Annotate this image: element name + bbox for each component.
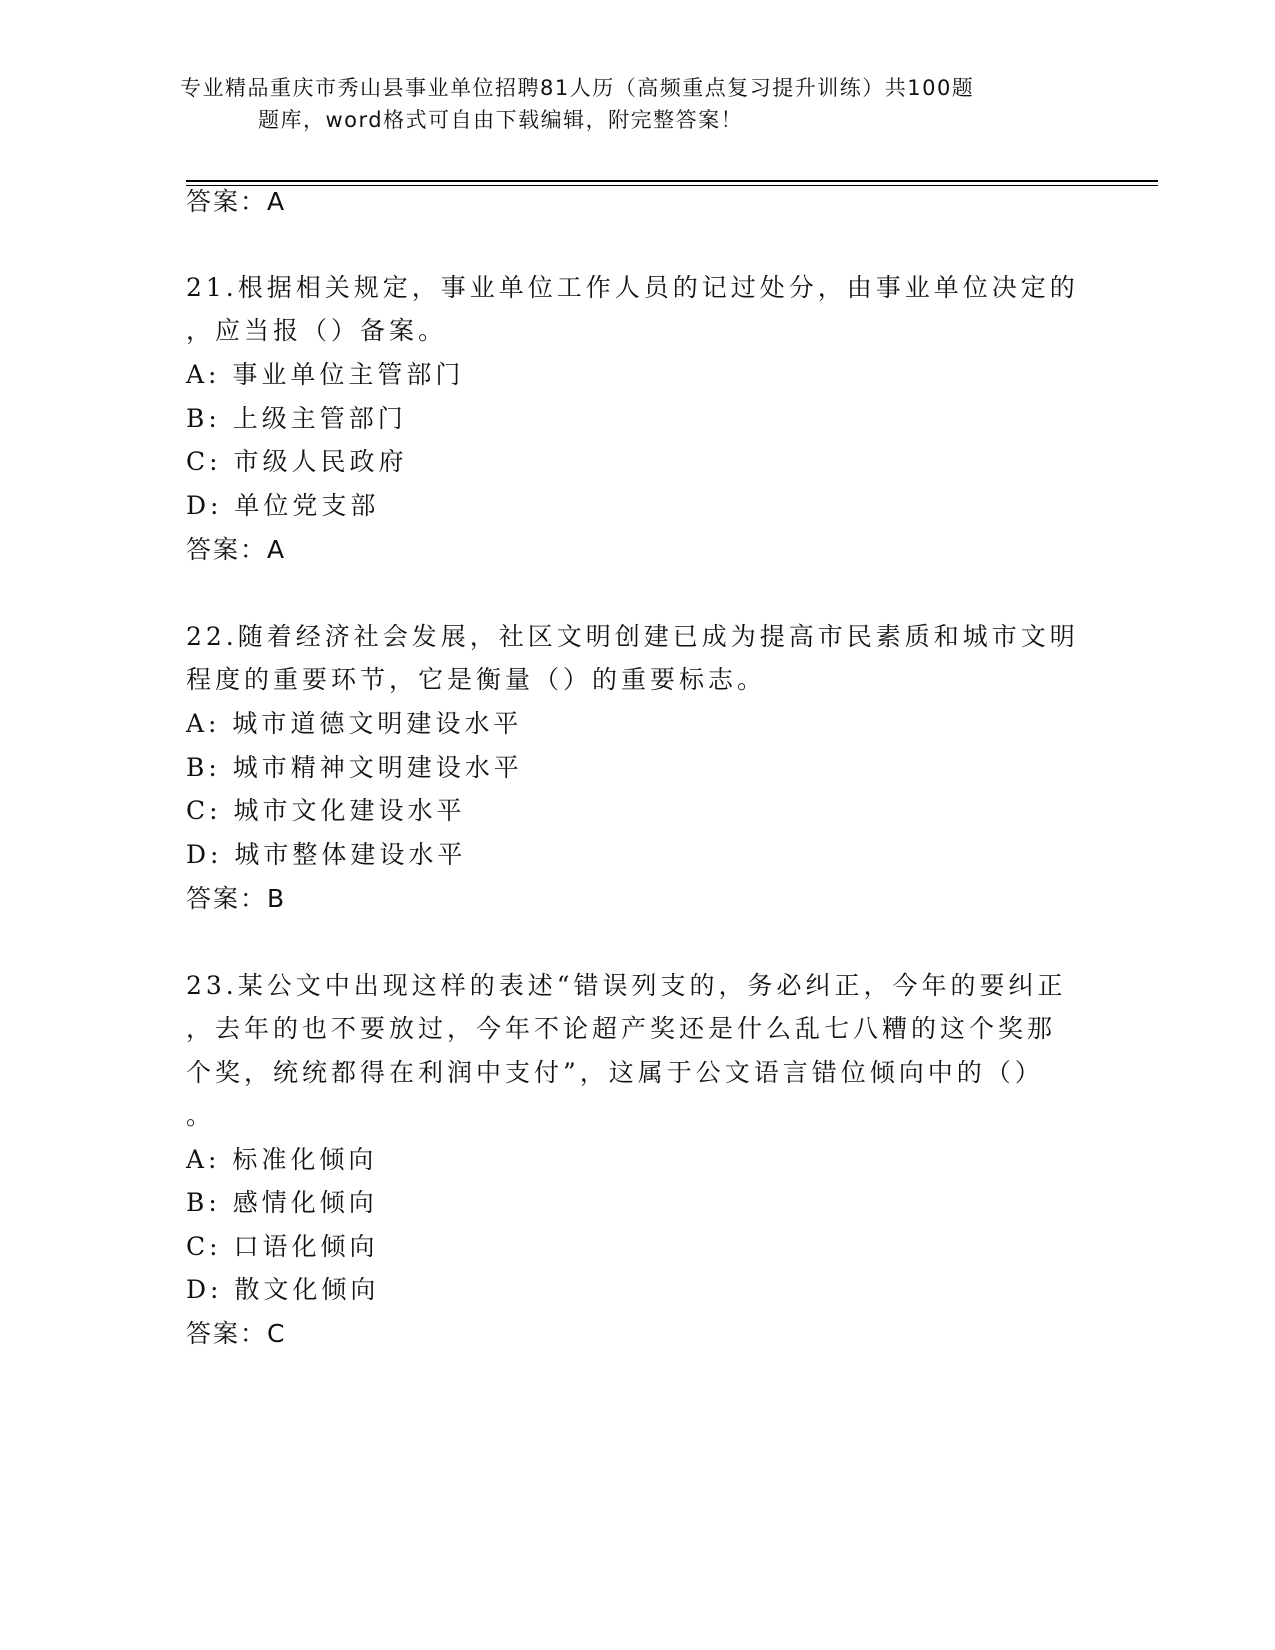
question-23-stem-line-2: ，去年的也不要放过，今年不论超产奖还是什么乱七八糟的这个奖那 xyxy=(186,1014,1057,1043)
question-22-answer: 答案：B xyxy=(186,884,287,913)
header-title-line-2: 题库，word格式可自由下载编辑，附完整答案！ xyxy=(258,108,744,132)
question-23-stem-line-4: 。 xyxy=(186,1101,216,1130)
question-23-option-a: A: 标准化倾向 xyxy=(186,1145,378,1174)
header-title-line-1: 专业精品重庆市秀山县事业单位招聘81人历（高频重点复习提升训练）共100题 xyxy=(180,76,975,100)
question-22-stem-line-2: 程度的重要环节，它是衡量（）的重要标志。 xyxy=(186,665,767,694)
header-divider-thick xyxy=(186,180,1158,182)
question-22-option-b: B: 城市精神文明建设水平 xyxy=(186,753,523,782)
question-21-option-b: B: 上级主管部门 xyxy=(186,404,407,433)
question-23-answer: 答案：C xyxy=(186,1319,287,1348)
question-22-stem-line-1: 22.随着经济社会发展，社区文明创建已成为提高市民素质和城市文明 xyxy=(186,622,1079,651)
question-23-stem-line-1: 23.某公文中出现这样的表述“错误列支的，务必纠正，今年的要纠正 xyxy=(186,971,1067,1000)
previous-answer: 答案：A xyxy=(186,187,287,216)
question-21-answer: 答案：A xyxy=(186,535,287,564)
question-21-option-d: D: 单位党支部 xyxy=(186,491,380,520)
document-header xyxy=(180,72,1060,136)
question-21-stem-line-1: 21.根据相关规定，事业单位工作人员的记过处分，由事业单位决定的 xyxy=(186,273,1079,302)
header-divider-thin xyxy=(186,185,1158,186)
question-23-option-d: D: 散文化倾向 xyxy=(186,1275,380,1304)
question-23-stem-line-3: 个奖，统统都得在利润中支付”，这属于公文语言错位倾向中的（） xyxy=(186,1058,1044,1087)
question-21-option-c: C: 市级人民政府 xyxy=(186,447,408,476)
question-21-option-a: A: 事业单位主管部门 xyxy=(186,360,465,389)
question-23-option-c: C: 口语化倾向 xyxy=(186,1232,379,1261)
question-22-option-d: D: 城市整体建设水平 xyxy=(186,840,467,869)
question-23-option-b: B: 感情化倾向 xyxy=(186,1188,378,1217)
question-22-option-a: A: 城市道德文明建设水平 xyxy=(186,709,523,738)
question-22-option-c: C: 城市文化建设水平 xyxy=(186,796,466,825)
question-21-stem-line-2: ，应当报（）备案。 xyxy=(186,316,448,345)
